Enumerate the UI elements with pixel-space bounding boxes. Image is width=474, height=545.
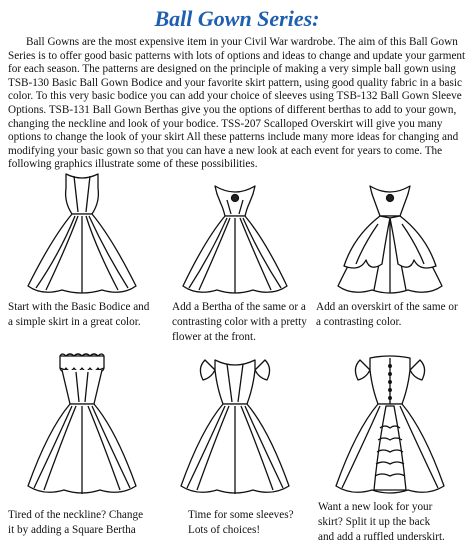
gown-bertha-illustration bbox=[175, 168, 295, 298]
gown-overskirt-illustration bbox=[330, 168, 450, 298]
caption-ruffled-underskirt: Want a new look for your skirt? Split it up the back and add a ruffled underskirt. bbox=[318, 501, 445, 543]
gown-ruffled-underskirt-illustration bbox=[330, 348, 450, 498]
caption-overskirt: Add an overskirt of the same or a contrasting color. bbox=[316, 301, 458, 328]
caption-basic: Start with the Basic Bodice and a simple skirt in a great color. bbox=[8, 301, 150, 328]
page-title: Ball Gown Series: bbox=[154, 6, 320, 31]
intro-text: Ball Gowns are the most expensive item in your Civil War wardrobe. The aim of this Ball Gown Series is to offer good basic patterns with lots of options and ideas to change and update your garment for each season. The patterns are designed on the principle of making a very simple ball gown using TSB-130 Basic Ball Gown Bodice and your favorite skirt pattern, using good quality fabric in a basic color. To this very basic bodice you can add your choice of sleeves using TSB-132 Ball Gown Sleeve Options. TSB-131 Ball Gown Berthas give you the options of different berthas to add to your gown, changing the neckline and look of your bodice. TSS-207 Scalloped Overskirt will give you many options to change the look of your skirt All these patterns include many more ideas for changing and modifying your basic gown so that you can have a new look at each event for years to come. The following graphics illustrate some of these possibilities. bbox=[8, 36, 466, 171]
gown-square-bertha-illustration bbox=[22, 348, 142, 498]
caption-bertha: Add a Bertha of the same or a contrasting color with a pretty flower at the front. bbox=[172, 301, 307, 343]
caption-square-bertha: Tired of the neckline? Change it by adding a Square Bertha bbox=[8, 509, 144, 536]
intro-paragraph bbox=[8, 36, 466, 172]
caption-sleeves: Time for some sleeves? Lots of choices! bbox=[188, 509, 294, 536]
gown-sleeves-illustration bbox=[175, 348, 295, 498]
gown-basic-illustration bbox=[22, 168, 142, 298]
